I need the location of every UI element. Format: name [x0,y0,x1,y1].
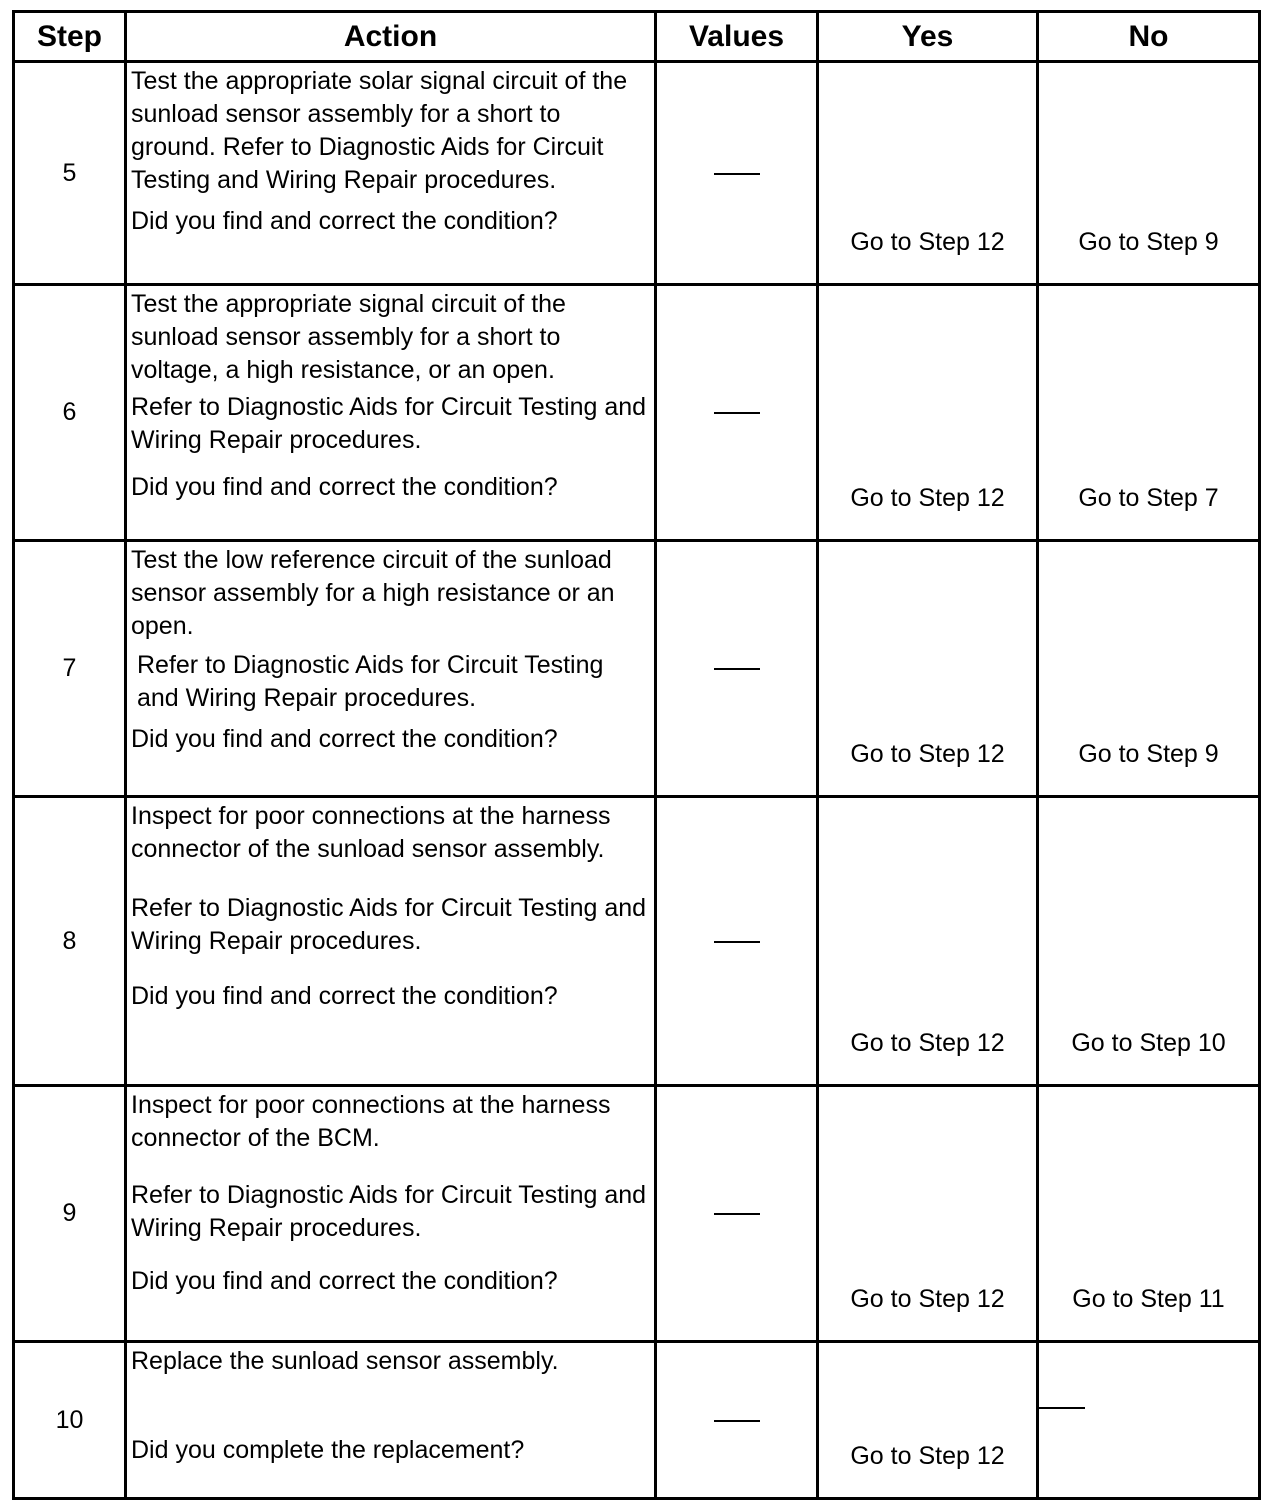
action-cell [126,1342,656,1499]
table-row [14,285,1260,541]
yes-cell [818,797,1038,1086]
empty-dash [1039,1407,1085,1433]
action-instruction: Inspect for poor connections at the harness connector of the sunload sensor assembly. [131,802,611,863]
yes-cell [818,1086,1038,1342]
no-result: Go to Step 9 [1078,740,1219,768]
no-cell [1038,797,1260,1086]
table-row [14,541,1260,797]
step-number: 8 [14,797,126,1086]
action-cell [126,285,656,541]
yes-result: Go to Step 12 [850,1029,1005,1057]
header-row [14,12,1260,62]
action-cell [126,797,656,1086]
action-refer: Refer to Diagnostic Aids for Circuit Testing and Wiring Repair procedures. [131,393,647,454]
action-instruction: Test the appropriate solar signal circuit of the sunload sensor assembly for a short to ground. Refer to Diagnostic Aids for Circuit Testing and Wiring Repair procedures. [131,67,628,194]
action-cell [126,62,656,285]
action-refer: Refer to Diagnostic Aids for Circuit Testing and Wiring Repair procedures. [131,1181,647,1242]
yes-cell [818,541,1038,797]
yes-result: Go to Step 12 [850,228,1005,256]
action-instruction: Inspect for poor connections at the harness connector of the BCM. [131,1091,611,1152]
no-cell [1038,285,1260,541]
yes-cell [818,62,1038,285]
values-cell [656,62,818,285]
values-cell [656,1086,818,1342]
yes-result: Go to Step 12 [850,740,1005,768]
values-cell [656,541,818,797]
no-cell [1038,1086,1260,1342]
empty-dash [714,1213,760,1215]
action-question: Did you find and correct the condition? [131,1267,558,1295]
step-number: 6 [14,285,126,541]
action-instruction: Replace the sunload sensor assembly. [131,1347,559,1375]
empty-dash [714,1420,760,1422]
action-instruction: Test the low reference circuit of the sunload sensor assembly for a high resistance or an open. [131,546,615,640]
diagnostic-steps-table [12,10,1261,1500]
no-cell [1038,1342,1260,1499]
no-result: Go to Step 11 [1072,1285,1225,1313]
empty-dash [714,941,760,943]
yes-result: Go to Step 12 [850,1442,1005,1470]
action-question: Did you find and correct the condition? [131,473,558,501]
yes-result: Go to Step 12 [850,484,1005,512]
empty-dash [714,412,760,414]
no-result: Go to Step 9 [1078,228,1219,256]
action-question: Did you find and correct the condition? [131,207,558,235]
step-number: 7 [14,541,126,797]
values-cell [656,285,818,541]
action-refer: Refer to Diagnostic Aids for Circuit Testing and Wiring Repair procedures. [137,651,604,712]
header-yes: Yes [818,12,1038,62]
header-action: Action [126,12,656,62]
action-refer: Refer to Diagnostic Aids for Circuit Testing and Wiring Repair procedures. [131,894,647,955]
no-result: Go to Step 7 [1078,484,1219,512]
table-row [14,797,1260,1086]
no-cell [1038,62,1260,285]
action-cell [126,541,656,797]
action-question: Did you complete the replacement? [131,1436,525,1464]
yes-result: Go to Step 12 [850,1285,1005,1313]
yes-cell [818,1342,1038,1499]
step-number: 9 [14,1086,126,1342]
table-row [14,1342,1260,1499]
header-values: Values [656,12,818,62]
no-result: Go to Step 10 [1071,1029,1226,1057]
action-question: Did you find and correct the condition? [131,725,558,753]
yes-cell [818,285,1038,541]
header-step: Step [14,12,126,62]
empty-dash [714,173,760,175]
action-question: Did you find and correct the condition? [131,982,558,1010]
empty-dash [714,668,760,670]
action-instruction: Test the appropriate signal circuit of the sunload sensor assembly for a short to voltage, a high resistance, or an open. [131,290,566,384]
step-number: 10 [14,1342,126,1499]
table-row [14,1086,1260,1342]
values-cell [656,1342,818,1499]
step-number: 5 [14,62,126,285]
values-cell [656,797,818,1086]
table-row [14,62,1260,285]
action-cell [126,1086,656,1342]
no-cell [1038,541,1260,797]
header-no: No [1038,12,1260,62]
